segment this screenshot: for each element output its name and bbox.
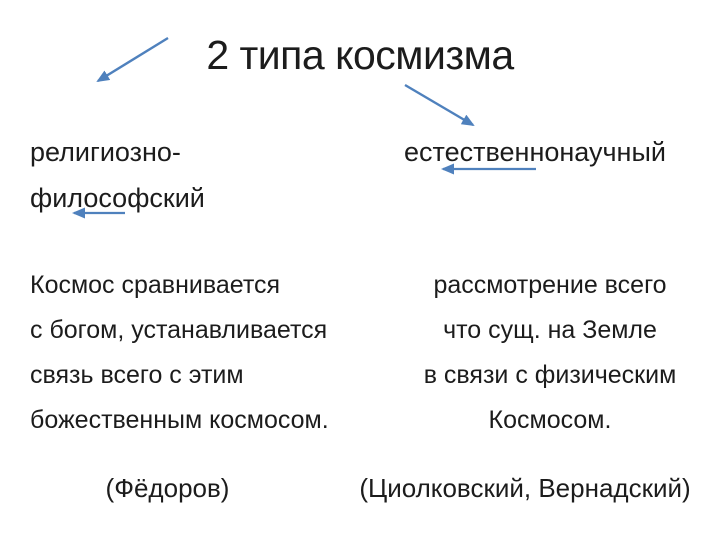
left-type-heading-line2: философский — [30, 183, 205, 213]
right-description-line: в связи с физическим — [423, 361, 677, 389]
slide-title: 2 типа космизма — [206, 32, 514, 78]
left-author-caption: (Фёдоров) — [105, 473, 230, 503]
right-type-heading: естественнонаучный — [404, 137, 666, 167]
left-description-line: с богом, устанавливается — [30, 316, 328, 344]
right-author-caption: (Циолковский, Вернадский) — [359, 473, 691, 503]
right-description-line: Космосом. — [488, 406, 612, 434]
left-type-heading — [30, 129, 205, 221]
right-description-line: что сущ. на Земле — [443, 316, 657, 344]
left-description — [30, 263, 329, 443]
left-description-line: Космос сравнивается — [30, 271, 281, 299]
title-to-right-arrow-icon — [405, 85, 473, 125]
right-description-line: рассмотрение всего — [433, 271, 667, 299]
left-description-line: связь всего с этим — [30, 361, 244, 389]
right-description — [385, 263, 715, 443]
left-type-heading-line1: религиозно- — [30, 137, 181, 167]
left-description-line: божественным космосом. — [30, 406, 329, 434]
